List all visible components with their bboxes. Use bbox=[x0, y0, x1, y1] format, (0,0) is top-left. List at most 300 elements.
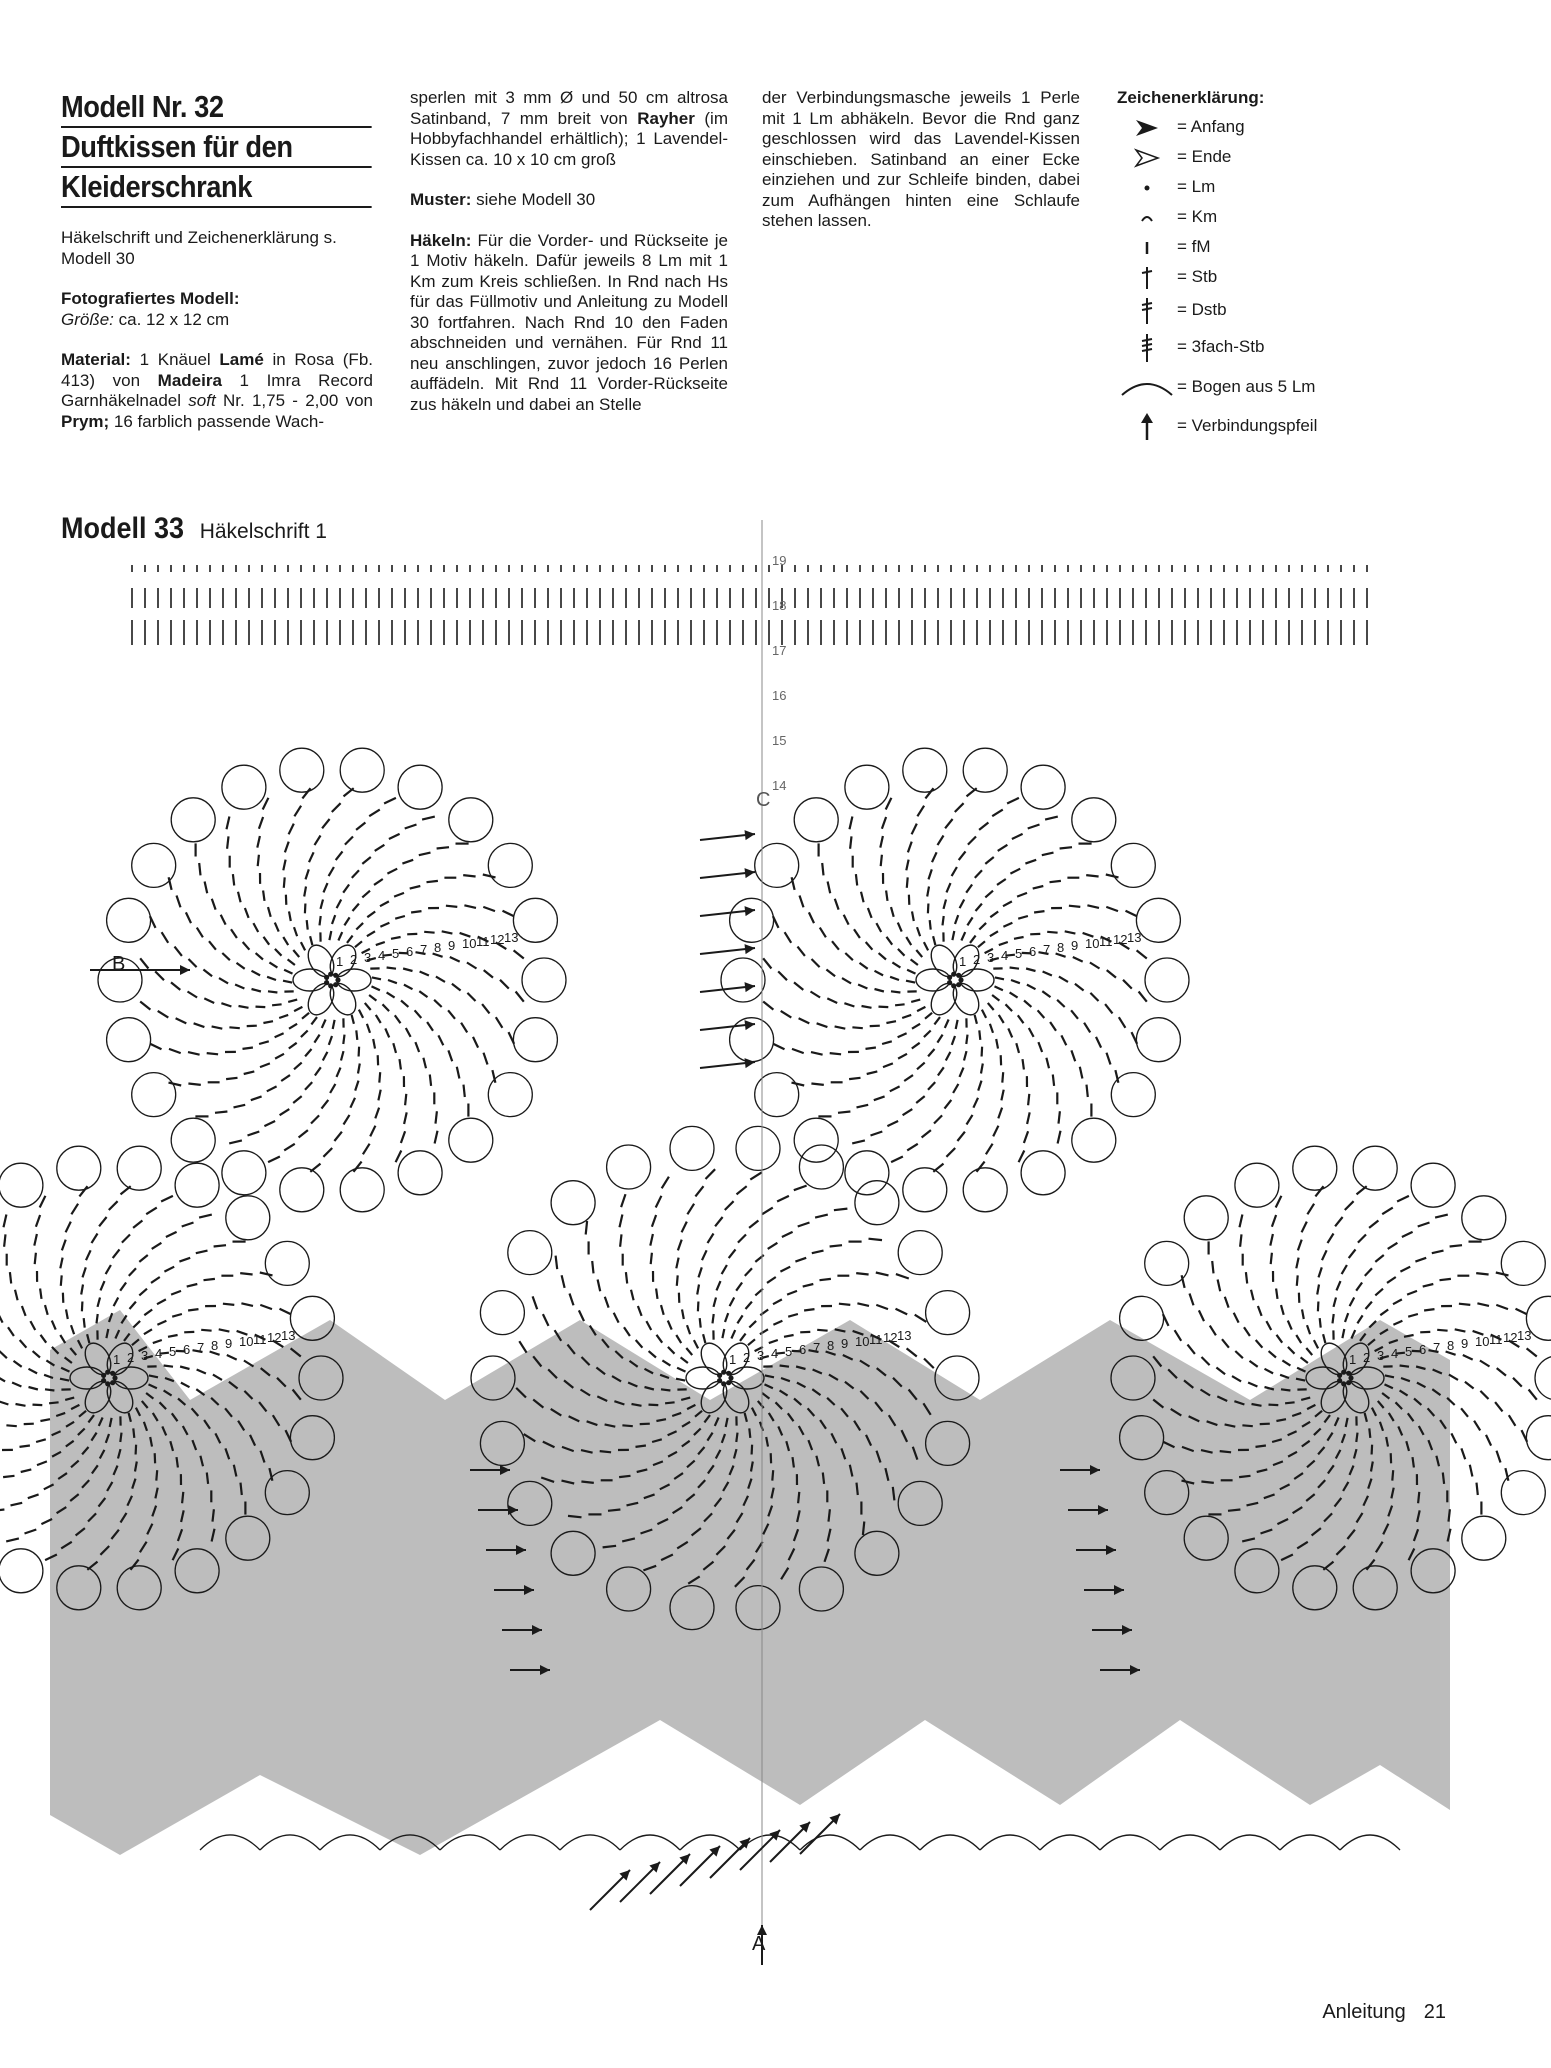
stitch-mark bbox=[737, 1186, 747, 1194]
stitch-mark bbox=[952, 867, 957, 876]
petal-scallop bbox=[57, 1146, 101, 1190]
stitch-mark bbox=[1007, 798, 1019, 804]
stitch-mark bbox=[251, 1096, 262, 1100]
stitch-mark bbox=[1350, 1298, 1355, 1307]
stitch-mark bbox=[736, 1433, 737, 1442]
stitch-mark bbox=[189, 959, 197, 967]
stitch-mark bbox=[960, 1068, 964, 1077]
stitch-mark bbox=[1106, 875, 1119, 878]
center-dot bbox=[726, 1371, 731, 1376]
round-number: 8 bbox=[1057, 940, 1065, 955]
stitch-mark bbox=[938, 1067, 944, 1075]
stitch-mark bbox=[252, 989, 261, 992]
stitch-mark bbox=[917, 1007, 925, 1011]
stitch-mark bbox=[423, 1058, 426, 1069]
stitch-mark bbox=[966, 885, 972, 893]
stitch-mark bbox=[1232, 1376, 1241, 1381]
stitch-mark bbox=[1244, 1327, 1250, 1336]
stitch-mark bbox=[1461, 1408, 1468, 1417]
stitch-mark bbox=[1516, 1309, 1528, 1315]
stitch-mark bbox=[608, 1510, 620, 1511]
stitch-mark bbox=[1105, 1004, 1112, 1013]
stitch-mark bbox=[1459, 1304, 1470, 1305]
stitch-mark bbox=[62, 1240, 66, 1251]
stitch-mark bbox=[890, 977, 899, 980]
stitch-mark bbox=[773, 1299, 782, 1304]
stitch-mark bbox=[809, 912, 814, 923]
stitch-mark bbox=[715, 1217, 723, 1226]
stitch-mark bbox=[448, 1050, 452, 1061]
label-a: A bbox=[752, 1933, 766, 1955]
stitch-mark bbox=[886, 891, 887, 901]
stitch-mark bbox=[952, 1036, 955, 1045]
stitch-mark bbox=[374, 879, 383, 885]
stitch-mark bbox=[990, 1024, 993, 1033]
model-title-line-3: Kleiderschrank bbox=[61, 168, 371, 208]
stitch-mark bbox=[668, 1347, 675, 1354]
center-dot bbox=[328, 983, 333, 988]
stitch-mark bbox=[975, 1015, 977, 1024]
stitch-mark bbox=[197, 928, 203, 938]
stitch-mark bbox=[1123, 980, 1132, 989]
stitch-mark bbox=[36, 1439, 46, 1442]
stitch-mark bbox=[1061, 1035, 1066, 1045]
stitch-mark bbox=[356, 923, 363, 930]
edge-round-number: 17 bbox=[772, 643, 787, 658]
round-number: 7 bbox=[1433, 1340, 1441, 1355]
legend bbox=[1117, 88, 1417, 445]
stitch-mark bbox=[365, 1003, 371, 1010]
edge-round-labels bbox=[772, 553, 786, 793]
stitch-mark bbox=[1042, 991, 1050, 997]
stitch-mark bbox=[773, 1044, 785, 1050]
round-number: 6 bbox=[799, 1342, 807, 1357]
stitch-mark bbox=[387, 992, 395, 997]
stitch-mark bbox=[157, 1321, 166, 1325]
stitch-mark bbox=[376, 1015, 381, 1023]
stitch-mark bbox=[620, 1234, 621, 1246]
center-petal bbox=[293, 969, 327, 991]
stitch-mark bbox=[839, 1304, 850, 1305]
stitch-mark bbox=[1317, 1285, 1319, 1295]
stitch-mark bbox=[268, 907, 271, 917]
stitch-mark bbox=[352, 1015, 354, 1024]
stitch-mark bbox=[375, 1108, 379, 1119]
stitch-mark bbox=[990, 912, 998, 918]
stitch-mark bbox=[875, 989, 884, 992]
round-number: 5 bbox=[1015, 946, 1023, 961]
stitch-mark bbox=[945, 819, 953, 828]
legend-item bbox=[1117, 329, 1417, 367]
stitch-mark bbox=[384, 798, 396, 804]
stitch-mark bbox=[827, 998, 837, 1003]
column-2 bbox=[410, 88, 728, 415]
stitch-mark bbox=[269, 962, 277, 967]
stitch-mark bbox=[241, 1483, 242, 1495]
stitch-mark bbox=[626, 1272, 627, 1283]
stitch-mark bbox=[404, 985, 413, 990]
wide-arc-icon bbox=[1117, 377, 1177, 399]
stitch-mark bbox=[1349, 1249, 1356, 1258]
stitch-mark bbox=[1137, 950, 1147, 958]
stitch-mark bbox=[999, 1015, 1004, 1023]
stitch-mark bbox=[1435, 1215, 1448, 1218]
stitch-mark bbox=[638, 1306, 642, 1316]
center-dot bbox=[1341, 1381, 1346, 1386]
stitch-mark bbox=[703, 1334, 705, 1343]
petal-scallop bbox=[736, 1126, 780, 1170]
petal-scallop bbox=[845, 765, 889, 809]
round-number: 1 bbox=[1349, 1352, 1357, 1367]
legend-item bbox=[1117, 233, 1417, 263]
stitch-mark bbox=[394, 893, 404, 897]
round-number: 6 bbox=[183, 1342, 191, 1357]
stitch-mark bbox=[992, 995, 999, 1001]
stitch-mark bbox=[1087, 1085, 1088, 1097]
stitch-mark bbox=[713, 1314, 714, 1323]
stitch-mark bbox=[1239, 1476, 1250, 1477]
round-number: 5 bbox=[169, 1344, 177, 1359]
stitch-mark bbox=[1366, 1302, 1372, 1309]
stitch-mark bbox=[725, 1201, 734, 1210]
stitch-mark bbox=[861, 892, 864, 903]
stitch-mark bbox=[140, 1002, 150, 1010]
stitch-mark bbox=[803, 1284, 814, 1287]
material-text-4: Nr. 1,75 - 2,00 von bbox=[215, 391, 373, 410]
stitch-mark bbox=[1011, 980, 1020, 983]
legend-label: = Anfang bbox=[1177, 117, 1245, 137]
round-number: 1 bbox=[336, 954, 344, 969]
stitch-mark bbox=[437, 847, 449, 848]
stitch-mark bbox=[749, 1321, 756, 1328]
stitch-mark bbox=[239, 1006, 249, 1008]
stitch-mark bbox=[484, 970, 493, 978]
stitch-mark bbox=[367, 931, 375, 936]
stitch-mark bbox=[1392, 1470, 1393, 1480]
stitch-mark bbox=[605, 1297, 609, 1308]
stitch-mark bbox=[188, 1084, 200, 1085]
stitch-mark bbox=[196, 1251, 208, 1254]
shade-band bbox=[50, 1310, 1450, 1855]
stitch-mark bbox=[419, 991, 427, 997]
stitch-mark bbox=[902, 1015, 911, 1018]
stitch-mark bbox=[1337, 1281, 1341, 1290]
haekeln-label: Häkeln: bbox=[410, 230, 472, 250]
stitch-mark bbox=[294, 1063, 302, 1070]
stitch-mark bbox=[260, 1273, 273, 1276]
stitch-mark bbox=[762, 1208, 773, 1215]
crochet-chart bbox=[50, 520, 1532, 1970]
stitch-mark bbox=[188, 992, 198, 998]
stitch-mark bbox=[288, 959, 295, 965]
round-number: 4 bbox=[1391, 1346, 1399, 1361]
stitch-mark bbox=[156, 1470, 157, 1480]
stitch-mark bbox=[1038, 1042, 1042, 1052]
stitch-mark bbox=[1415, 1258, 1426, 1262]
petal-scallop bbox=[1462, 1516, 1506, 1560]
stitch-mark bbox=[777, 1196, 789, 1202]
petal-scallop bbox=[0, 1549, 43, 1593]
stitch-mark bbox=[636, 1340, 643, 1348]
round-number: 12 bbox=[490, 932, 505, 947]
footer-label: Anleitung bbox=[1322, 2001, 1406, 2023]
stitch-mark bbox=[363, 1144, 370, 1155]
stitch-mark bbox=[71, 1325, 74, 1334]
stitch-mark bbox=[600, 1451, 611, 1452]
petal-scallop bbox=[488, 843, 532, 887]
round-number: 10 bbox=[855, 1334, 870, 1349]
stitch-mark bbox=[461, 1023, 467, 1033]
stitch-mark bbox=[279, 1015, 288, 1018]
stitch-mark bbox=[179, 1258, 190, 1262]
center-dot bbox=[726, 1380, 731, 1385]
stitch-mark bbox=[83, 1267, 86, 1277]
stitch-mark bbox=[835, 899, 839, 910]
stitch-mark bbox=[344, 917, 349, 925]
stitch-mark bbox=[835, 1026, 846, 1028]
stitch-mark bbox=[284, 877, 285, 887]
stitch-mark bbox=[180, 1367, 189, 1370]
legend-item bbox=[1117, 293, 1417, 329]
stitch-mark bbox=[657, 1335, 663, 1343]
edge-arc bbox=[200, 1835, 260, 1850]
stitch-mark bbox=[977, 1162, 985, 1172]
stitch-mark bbox=[1234, 1313, 1239, 1323]
round-number: 5 bbox=[1405, 1344, 1413, 1359]
stitch-mark bbox=[516, 992, 524, 1002]
stitch-mark bbox=[944, 900, 947, 909]
stitch-mark bbox=[780, 1267, 790, 1272]
round-number: 6 bbox=[1029, 944, 1037, 959]
stitch-mark bbox=[299, 1130, 308, 1137]
stitch-mark bbox=[736, 1283, 742, 1291]
stitch-mark bbox=[450, 957, 460, 962]
stitch-mark bbox=[1314, 1340, 1318, 1348]
petal-scallop bbox=[513, 1018, 557, 1062]
stitch-mark bbox=[649, 1351, 656, 1357]
stitch-mark bbox=[1043, 972, 1052, 976]
stitch-mark bbox=[389, 834, 400, 839]
stitch-mark bbox=[1271, 1253, 1272, 1264]
stitch-mark bbox=[162, 932, 169, 943]
stitch-mark bbox=[844, 915, 849, 925]
stitch-mark bbox=[356, 823, 365, 830]
stitch-mark bbox=[1356, 1433, 1357, 1442]
stitch-mark bbox=[773, 1321, 782, 1325]
stitch-mark bbox=[1053, 1075, 1054, 1086]
stitch-mark bbox=[656, 1196, 662, 1208]
stitch-mark bbox=[992, 810, 1003, 817]
stitch-mark bbox=[651, 1253, 652, 1264]
stitch-mark bbox=[1413, 1457, 1414, 1467]
stitch-mark bbox=[1202, 1357, 1210, 1365]
stitch-mark bbox=[212, 1026, 223, 1028]
stitch-mark bbox=[929, 869, 932, 879]
center-dot bbox=[958, 977, 963, 982]
motif-top-left bbox=[98, 748, 566, 1212]
stitch-mark bbox=[1276, 1289, 1277, 1299]
stitch-mark bbox=[1333, 1314, 1334, 1323]
stitch-mark bbox=[907, 970, 915, 974]
stitch-mark bbox=[362, 891, 370, 898]
stitch-mark bbox=[6, 1425, 16, 1426]
stitch-mark bbox=[794, 982, 803, 990]
stitch-mark bbox=[1418, 1223, 1430, 1227]
stitch-mark bbox=[310, 936, 312, 945]
stitch-mark bbox=[725, 1313, 728, 1322]
stitch-mark bbox=[1073, 957, 1083, 962]
stitch-mark bbox=[182, 1223, 194, 1227]
stitch-mark bbox=[442, 931, 453, 933]
stitch-mark bbox=[436, 977, 445, 982]
stitch-mark bbox=[188, 1309, 198, 1310]
stitch-mark bbox=[1265, 1369, 1274, 1374]
stitch-mark bbox=[895, 1004, 905, 1005]
petal-scallop bbox=[1293, 1146, 1337, 1190]
center-dot bbox=[110, 1371, 115, 1376]
stitch-mark bbox=[1047, 932, 1057, 933]
stitch-mark bbox=[175, 947, 182, 956]
stitch-mark bbox=[1423, 1284, 1434, 1287]
legend-item bbox=[1117, 113, 1417, 143]
stitch-mark bbox=[1266, 1321, 1271, 1330]
round-number: 3 bbox=[141, 1348, 149, 1363]
stitch-mark bbox=[882, 1041, 892, 1044]
stitch-mark bbox=[294, 927, 297, 936]
stitch-mark bbox=[946, 1148, 955, 1157]
round-number: 2 bbox=[743, 1350, 751, 1365]
legend-title: Zeichenerklärung: bbox=[1117, 88, 1265, 107]
intro-text: Häkelschrift und Zeichenerklärung s. Modell 30 bbox=[61, 228, 337, 268]
stitch-mark bbox=[924, 1031, 931, 1038]
round-number: 2 bbox=[127, 1350, 135, 1365]
stitch-mark bbox=[350, 1098, 355, 1108]
stitch-mark bbox=[1240, 1234, 1241, 1246]
stitch-mark bbox=[268, 1157, 280, 1163]
stitch-mark bbox=[314, 1035, 319, 1043]
stitch-mark bbox=[698, 1302, 699, 1312]
stitch-mark bbox=[799, 1018, 810, 1023]
stitch-mark bbox=[1393, 1321, 1402, 1325]
stitch-mark bbox=[410, 886, 421, 889]
stitch-mark bbox=[782, 1232, 793, 1237]
legend-label: = Dstb bbox=[1177, 300, 1227, 320]
stitch-mark bbox=[988, 1003, 994, 1010]
stitch-mark bbox=[979, 923, 986, 930]
stitch-mark bbox=[1285, 1402, 1295, 1403]
stitch-mark bbox=[234, 1105, 246, 1108]
stitch-mark bbox=[8, 1327, 14, 1336]
stitch-mark bbox=[231, 929, 237, 938]
center-dot bbox=[110, 1380, 115, 1385]
edge-arc bbox=[860, 1835, 920, 1850]
stitch-mark bbox=[886, 1021, 896, 1023]
stitch-mark bbox=[1006, 1004, 1013, 1011]
stitch-mark bbox=[258, 855, 259, 866]
stitch-mark bbox=[676, 1258, 678, 1269]
petal-scallop bbox=[222, 1151, 266, 1195]
stitch-mark bbox=[4, 1234, 5, 1246]
legend-label: = Verbindungspfeil bbox=[1177, 416, 1318, 436]
stitch-mark bbox=[562, 1275, 565, 1288]
stitch-mark bbox=[359, 1010, 363, 1018]
stitch-mark bbox=[172, 1314, 182, 1317]
stitch-mark bbox=[402, 860, 413, 864]
round-number: 4 bbox=[1001, 948, 1009, 963]
stitch-mark bbox=[301, 942, 305, 950]
stitch-mark bbox=[1010, 968, 1019, 969]
stitch-mark bbox=[1424, 1309, 1434, 1310]
stitch-mark bbox=[879, 953, 886, 959]
stitch-mark bbox=[34, 1234, 37, 1246]
material-brand-prym: Prym; bbox=[61, 411, 110, 431]
stitch-mark bbox=[1527, 1348, 1537, 1356]
column-1 bbox=[61, 88, 373, 432]
stitch-mark bbox=[383, 1004, 390, 1011]
stitch-mark bbox=[697, 1285, 699, 1295]
stitch-mark bbox=[881, 855, 882, 866]
stitch-mark bbox=[213, 1509, 214, 1521]
stitch-mark bbox=[661, 1389, 670, 1390]
stitch-mark bbox=[1408, 1314, 1418, 1317]
stitch-mark bbox=[139, 1289, 147, 1296]
stitch-mark bbox=[876, 1273, 889, 1276]
petal-scallop bbox=[1021, 765, 1065, 809]
stitch-mark bbox=[280, 1309, 292, 1315]
stitch-mark bbox=[996, 1039, 998, 1049]
petal-scallop bbox=[794, 798, 838, 842]
stitch-mark bbox=[917, 806, 924, 817]
round-number: 2 bbox=[350, 952, 358, 967]
stitch-mark bbox=[4, 1215, 7, 1228]
stitch-mark bbox=[205, 882, 208, 894]
stitch-mark bbox=[129, 1268, 136, 1276]
stitch-mark bbox=[144, 1329, 152, 1334]
stitch-mark bbox=[750, 1172, 762, 1179]
stitch-mark bbox=[155, 971, 164, 980]
petal-scallop bbox=[488, 1073, 532, 1117]
legend-item bbox=[1117, 203, 1417, 233]
stitch-mark bbox=[852, 1140, 865, 1143]
stitch-mark bbox=[1218, 1280, 1221, 1292]
stitch-mark bbox=[1042, 853, 1054, 856]
legend-label: = 3fach-Stb bbox=[1177, 337, 1265, 357]
stitch-mark bbox=[649, 1405, 659, 1406]
stitch-mark bbox=[322, 819, 330, 828]
round-number: 11 bbox=[476, 934, 490, 949]
stitch-mark bbox=[729, 1249, 736, 1258]
stitch-mark bbox=[904, 1075, 913, 1081]
stitch-mark bbox=[229, 1140, 242, 1143]
edge-round-number: 15 bbox=[772, 733, 787, 748]
stitch-mark bbox=[619, 1476, 630, 1477]
stitch-mark bbox=[1087, 905, 1099, 908]
petal-scallop bbox=[794, 1118, 838, 1162]
legend-label: = Bogen aus 5 Lm bbox=[1177, 377, 1316, 397]
model-title-line-1: Modell Nr. 32 bbox=[61, 88, 371, 128]
stitch-mark bbox=[341, 1051, 344, 1060]
stitch-mark bbox=[0, 1401, 8, 1404]
stitch-mark bbox=[1477, 1303, 1489, 1306]
stitch-mark bbox=[464, 1085, 465, 1097]
stitch-mark bbox=[343, 1035, 344, 1044]
center-dot bbox=[1341, 1370, 1346, 1375]
edge-arc bbox=[1340, 1835, 1400, 1850]
stitch-mark bbox=[896, 1309, 908, 1315]
stitch-mark bbox=[373, 1039, 375, 1049]
stitch-mark bbox=[30, 1321, 35, 1330]
stitch-mark bbox=[1017, 893, 1027, 897]
